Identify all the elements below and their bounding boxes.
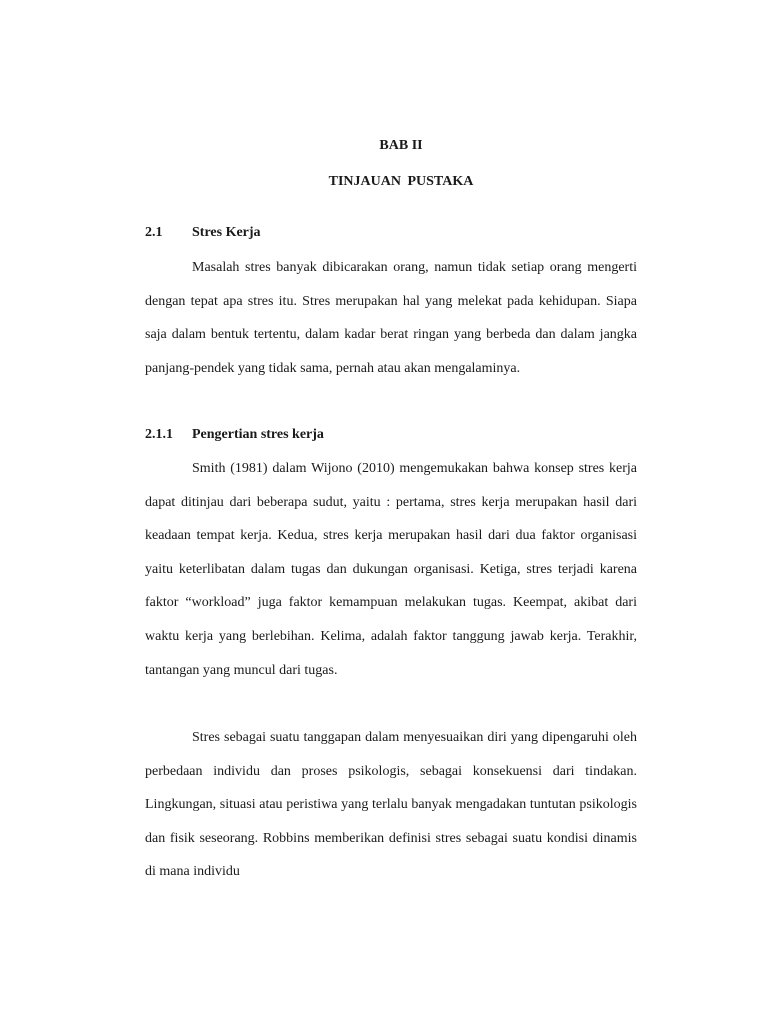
section-title: Stres Kerja	[192, 225, 261, 240]
section-heading	[145, 225, 261, 241]
chapter-title: TINJAUAN PUSTAKA	[328, 174, 474, 189]
subsection-paragraph-1: Smith (1981) dalam Wijono (2010) mengemukakan bahwa konsep stres kerja dapat ditinjau dari beberapa sudut, yaitu : pertama, stres kerja merupakan hasil dari keadaan tempat kerja. Kedua, stres kerja merupakan hasil dari dua faktor organisasi yaitu keterlibatan dalam tugas dan dukungan organisasi. Ketiga, stres terjadi karena faktor “workload” juga faktor kemampuan melakukan tugas. Keempat, akibat dari waktu kerja yang berlebihan. Kelima, adalah faktor tanggung jawab kerja. Terakhir, tantangan yang muncul dari tugas.	[145, 461, 637, 678]
subsection-number: 2.1.1	[145, 427, 173, 442]
subsection-paragraph-2: Stres sebagai suatu tanggapan dalam menyesuaikan diri yang dipengaruhi oleh perbedaan individu dan proses psikologis, sebagai konsekuensi dari tindakan. Lingkungan, situasi atau peristiwa yang terlalu banyak mengadakan tuntutan psikologis dan fisik seseorang. Robbins memberikan definisi stres sebagai suatu kondisi dinamis di mana individu	[145, 730, 637, 880]
subsection-heading	[145, 427, 324, 443]
subsection-title: Pengertian stres kerja	[192, 427, 324, 442]
section-paragraph: Masalah stres banyak dibicarakan orang, namun tidak setiap orang mengerti dengan tepat apa stres itu. Stres merupakan hal yang melekat pada kehidupan. Siapa saja dalam bentuk tertentu, dalam kadar berat ringan yang berbeda dan dalam jangka panjang-pendek yang tidak sama, pernah atau akan mengalaminya.	[145, 260, 637, 376]
section-number: 2.1	[145, 225, 163, 240]
chapter-label: BAB II	[379, 138, 423, 153]
